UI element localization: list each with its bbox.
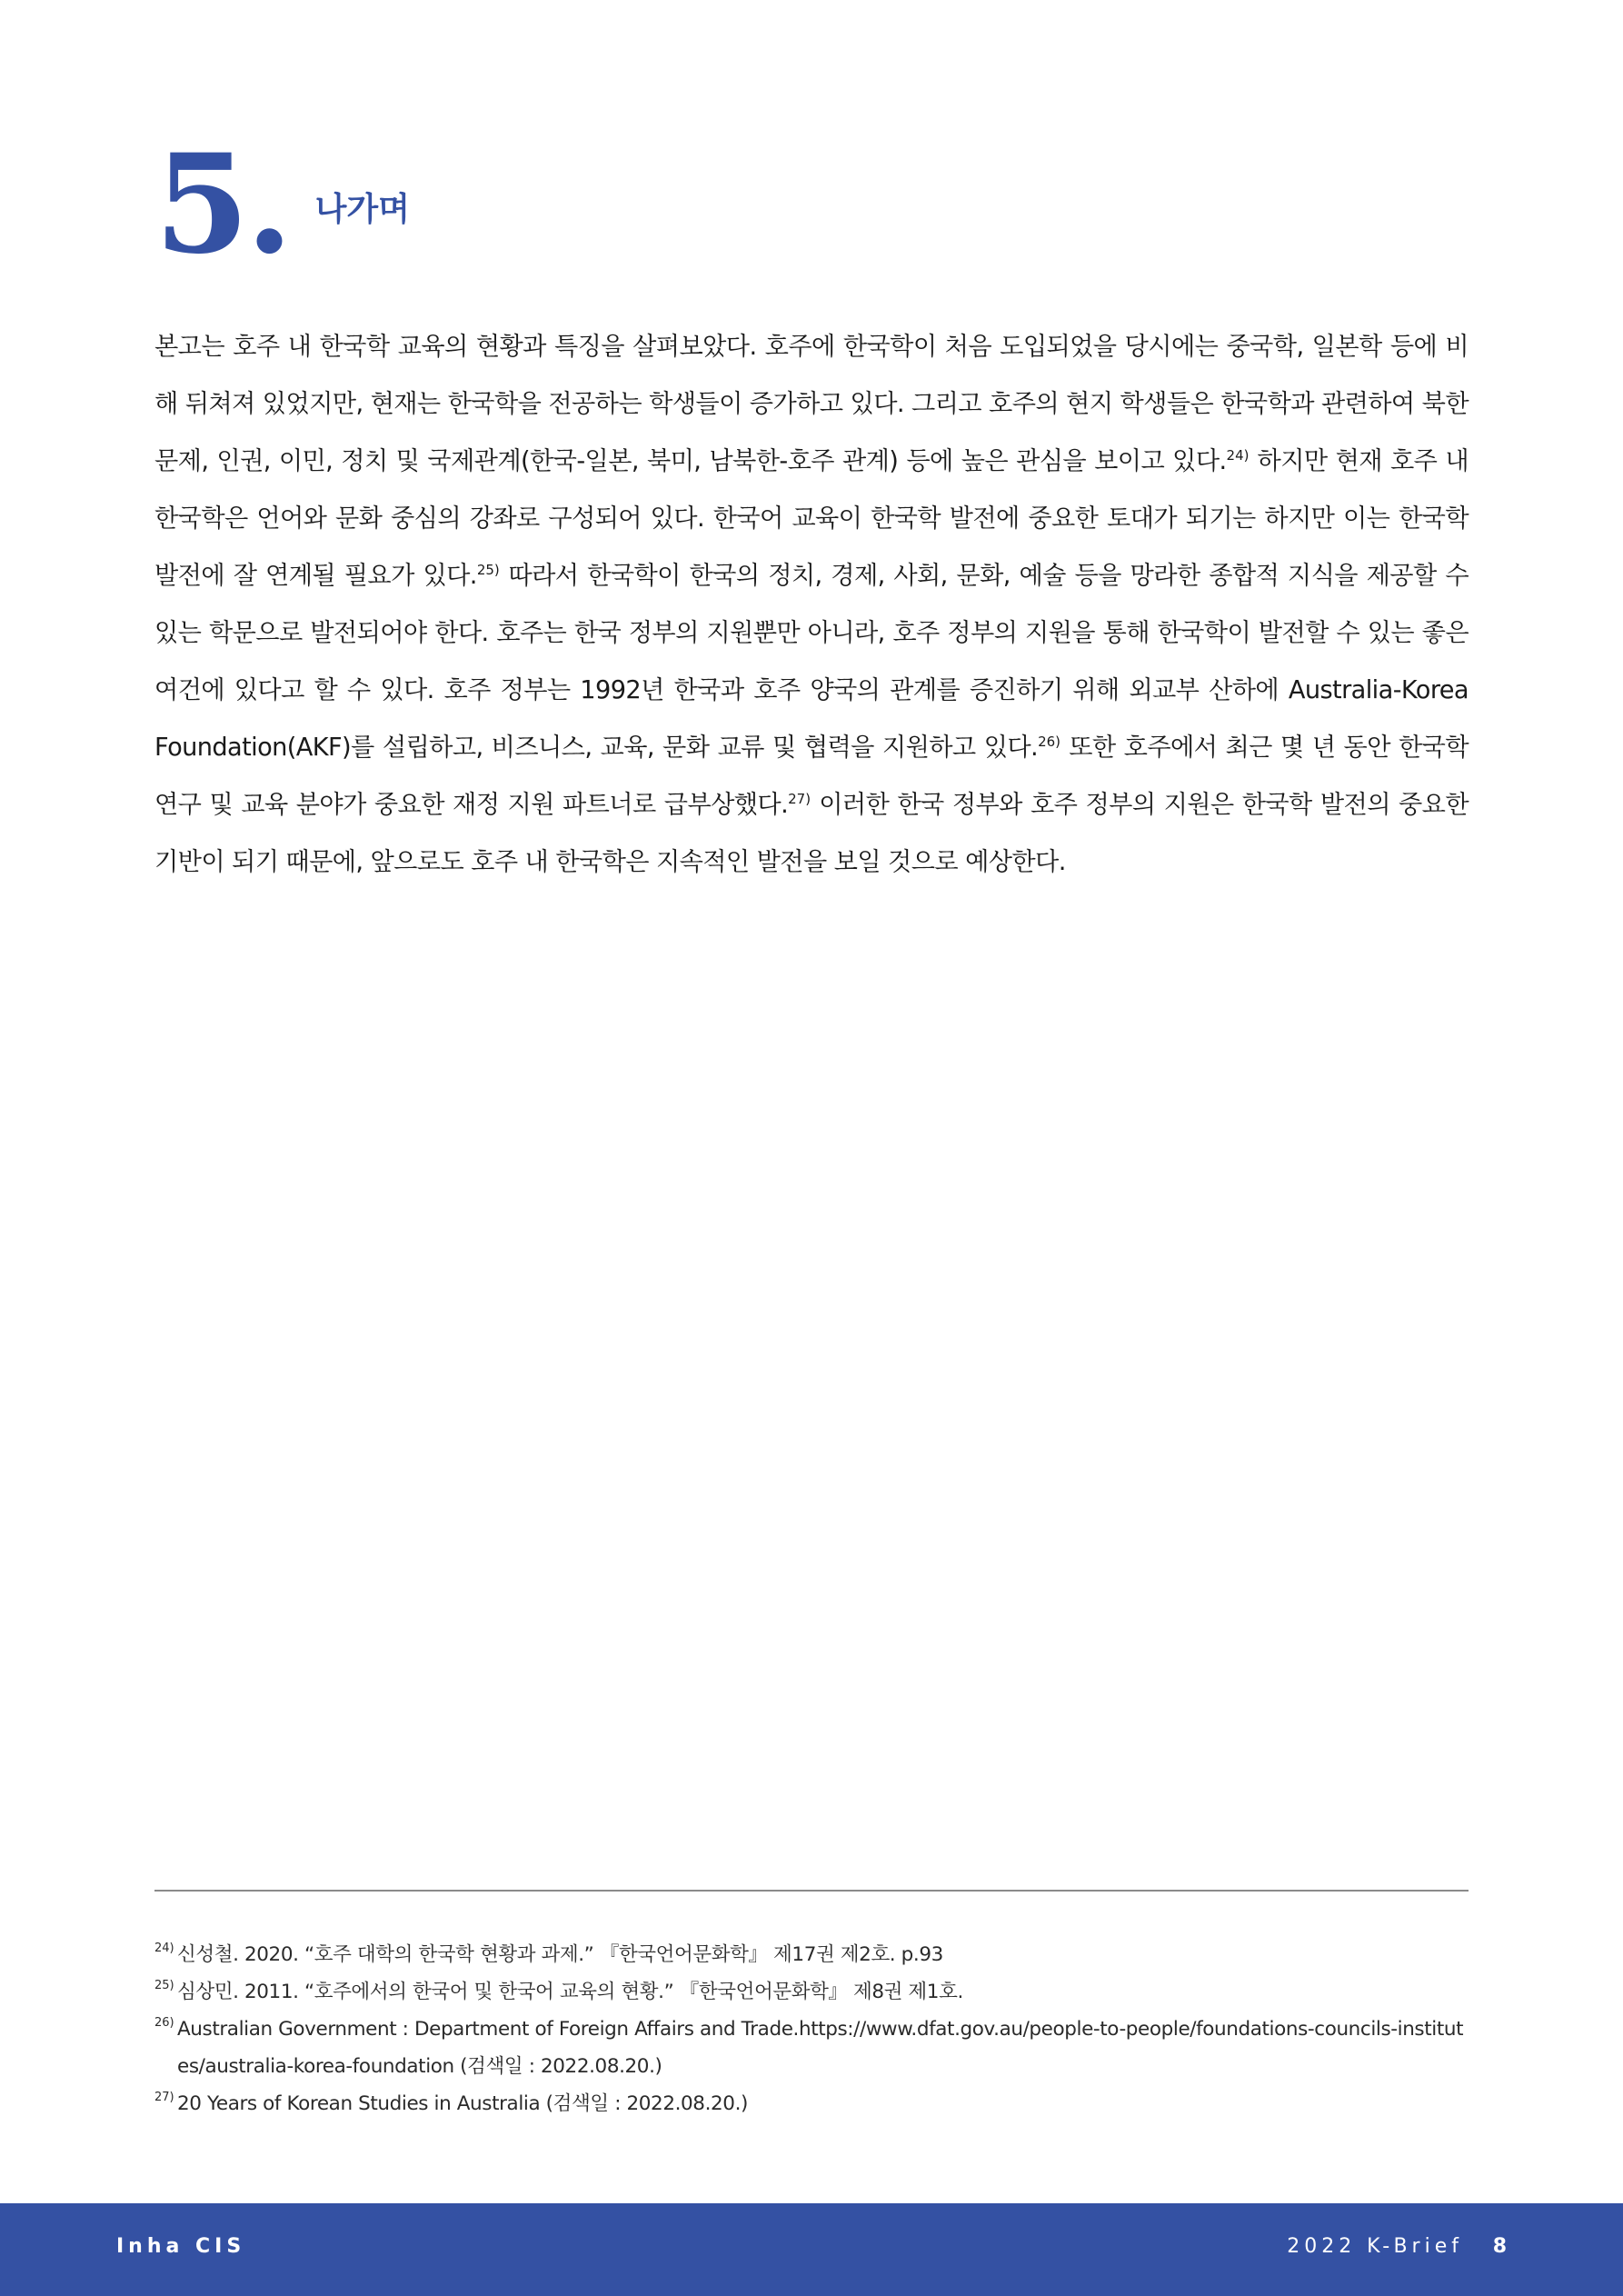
section-heading xyxy=(154,125,410,285)
footnote-ref[interactable]: 26) xyxy=(1038,733,1061,750)
footnote-mark: 24) xyxy=(154,1942,174,1955)
footnote-ref[interactable]: 24) xyxy=(1226,446,1250,464)
section-title: 나가며 xyxy=(314,191,410,228)
footnote-mark: 26) xyxy=(154,2016,174,2030)
body-text-segment: 본고는 호주 내 한국학 교육의 현황과 특징을 살펴보았다. 호주에 한국학이 처음 도입되었을 당시에는 중국학, 일본학 등에 비해 뒤쳐져 있었지만, 현재는 한국학을 전공하는 학생들이 증가하고 있다. 그리고 호주의 현지 학생들은 한국학과 관련하여 북한문제, 인권, 이민, 정치 및 국제관계(한국-일본, 북미, 남북한-호주 관계) 등에 높은 관심을 보이고 있다. xyxy=(154,333,1469,475)
page-number: 8 xyxy=(1492,2235,1507,2258)
section-number: 5. xyxy=(154,125,290,285)
body-text-segment: 또한 호주에서 최근 몇 년 동안 한국학 연구 및 교육 분야가 중요한 재정 지원 파트너로 급부상했다. xyxy=(154,734,1469,819)
body-paragraph xyxy=(154,318,1469,891)
footnote-list xyxy=(154,1936,1469,2122)
footer-bar xyxy=(0,2203,1623,2296)
footnote-item xyxy=(154,1973,1469,2011)
body-text-segment: 이러한 한국 정부와 호주 정부의 지원은 한국학 발전의 중요한 기반이 되기 때문에, 앞으로도 호주 내 한국학은 지속적인 발전을 보일 것으로 예상한다. xyxy=(154,791,1469,876)
footnote-mark: 27) xyxy=(154,2091,174,2104)
footnote-item xyxy=(154,1936,1469,1973)
footnote-text: 20 Years of Korean Studies in Australia (검색일 : 2022.08.20.) xyxy=(177,2092,749,2115)
footnote-text: 신성철. 2020. “호주 대학의 한국학 현황과 과제.” 『한국언어문화학』 제17권 제2호. p.93 xyxy=(177,1943,943,1966)
body-text-segment: 하지만 현재 호주 내 한국학은 언어와 문화 중심의 강좌로 구성되어 있다. 한국어 교육이 한국학 발전에 중요한 토대가 되기는 하지만 이는 한국학 발전에 잘 연계될 필요가 있다. xyxy=(154,447,1469,590)
footer-publisher: Inha CIS xyxy=(116,2235,246,2258)
footnote-ref[interactable]: 27) xyxy=(788,790,812,807)
footnote-text[interactable]: Australian Government : Department of Foreign Affairs and Trade.https://www.dfat.gov.au/people-to-people/foundations-councils-institutes/australia-korea-foundation (검색일 : 2022.08.20.) xyxy=(177,2018,1464,2078)
footnote-mark: 25) xyxy=(154,1979,174,1992)
footnote-ref[interactable]: 25) xyxy=(476,561,500,578)
footer-publication: 2022 K-Brief xyxy=(1287,2235,1463,2258)
body-text-segment: 따라서 한국학이 한국의 정치, 경제, 사회, 문화, 예술 등을 망라한 종합적 지식을 제공할 수 있는 학문으로 발전되어야 한다. 호주는 한국 정부의 지원뿐만 아니라, 호주 정부의 지원을 통해 한국학이 발전할 수 있는 좋은 여건에 있다고 할 수 있다. 호주 정부는 1992년 한국과 호주 양국의 관계를 증진하기 위해 외교부 산하에 Australia-Korea Foundation(AKF)를 설립하고, 비즈니스, 교육, 문화 교류 및 협력을 지원하고 있다. xyxy=(154,562,1469,762)
footnote-text: 심상민. 2011. “호주에서의 한국어 및 한국어 교육의 현황.” 『한국언어문화학』 제8권 제1호. xyxy=(177,1981,963,2003)
footnote-divider xyxy=(154,1890,1469,1892)
footnote-item xyxy=(154,2011,1469,2085)
footnote-item xyxy=(154,2085,1469,2122)
